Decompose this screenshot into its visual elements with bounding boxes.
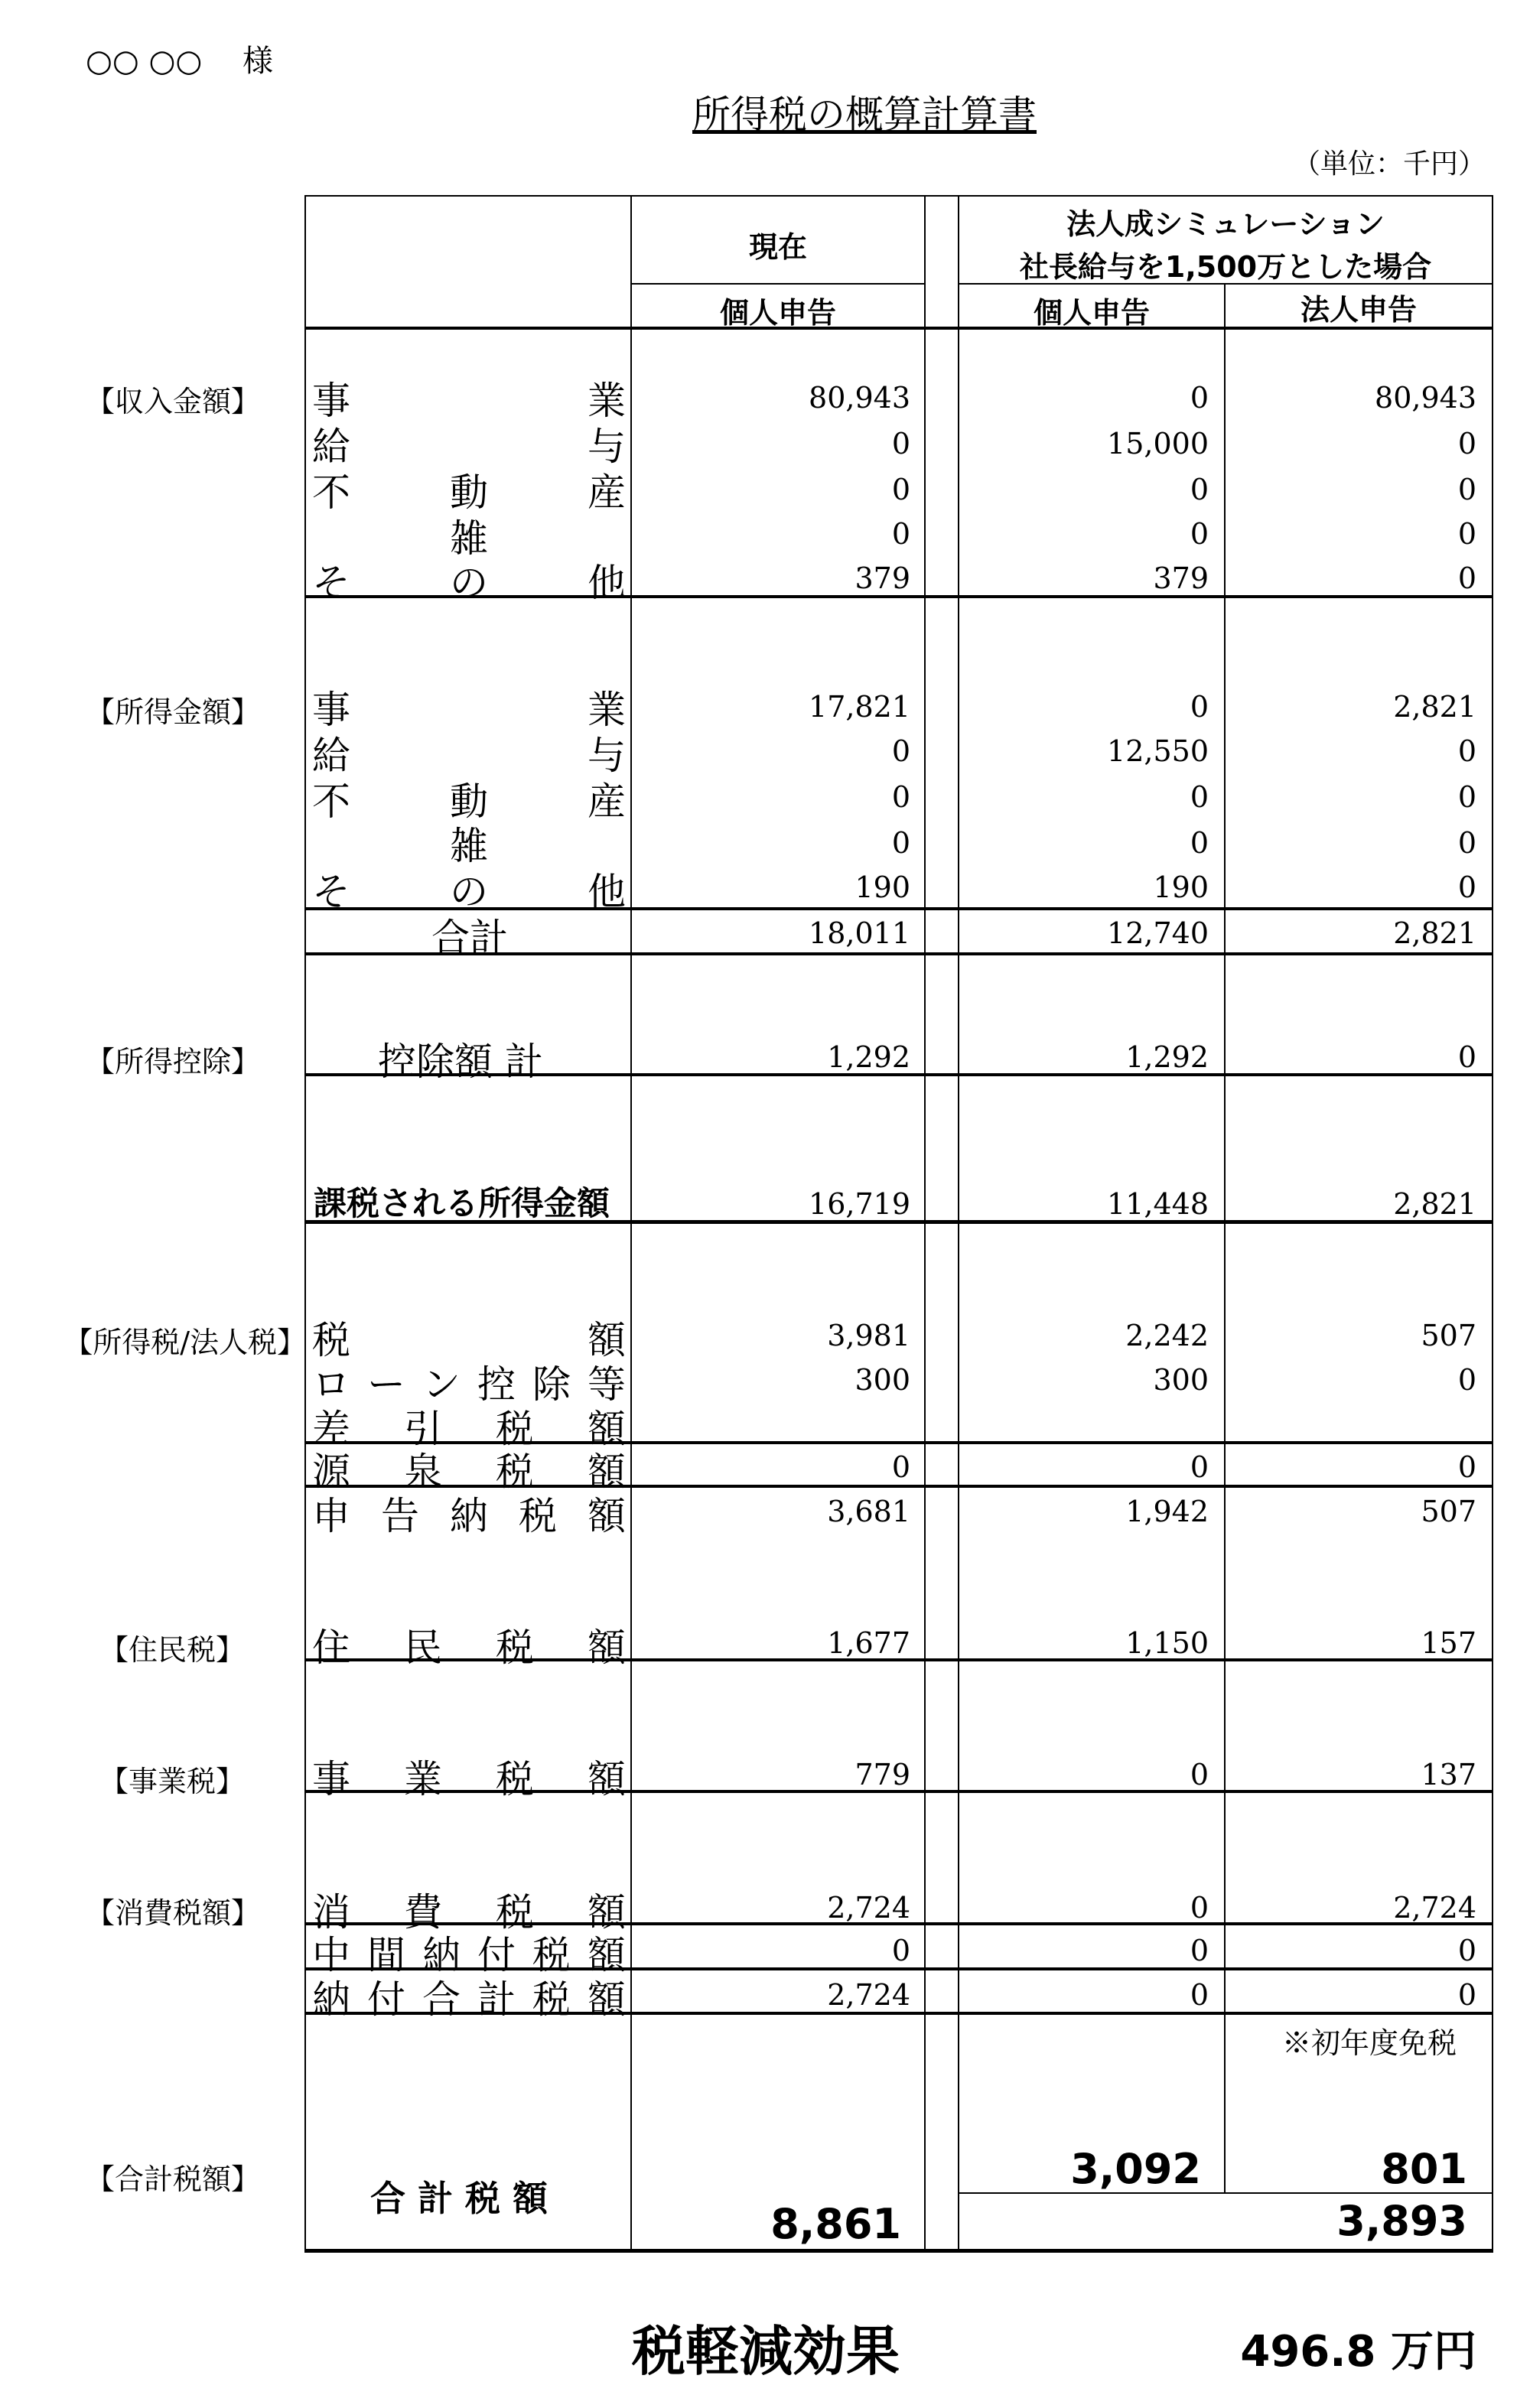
label-income-salary: 給 与: [312, 734, 626, 778]
label-net-tax: 差 引 税 額: [312, 1407, 626, 1451]
label-income-misc: 雑: [450, 824, 488, 868]
revenue-business-sim-personal: 0: [1190, 381, 1209, 415]
section-tax: 【所得税/法人税】: [63, 1326, 306, 1359]
header-sim-personal: 個人申告: [1033, 296, 1150, 330]
header-current: 現在: [748, 230, 807, 264]
consumption-interim-sim-personal: 0: [1190, 1934, 1209, 1967]
label-consumption-tax: 消 費 税 額: [312, 1890, 626, 1935]
label-revenue-misc: 雑: [450, 516, 488, 561]
revenue-realestate-sim-personal: 0: [1190, 473, 1209, 506]
consumption-payment-sim-personal: 0: [1190, 1978, 1209, 2012]
tax-reduction-label: 税軽減効果: [632, 2320, 900, 2383]
revenue-salary-sim-corporate: 0: [1457, 427, 1476, 460]
tax-loan-sim-corporate: 0: [1457, 1363, 1476, 1397]
resident-sim-corporate: 157: [1421, 1626, 1476, 1660]
deduction-current: 1,292: [827, 1040, 910, 1074]
tax-withholding-current: 0: [891, 1450, 910, 1484]
income-business-sim-personal: 0: [1190, 690, 1209, 724]
income-business-current: 17,821: [809, 690, 910, 724]
label-revenue-other: そ の 他: [312, 561, 626, 605]
consumption-interim-current: 0: [891, 1934, 910, 1967]
total-sim-corporate: 801: [1381, 2145, 1467, 2193]
taxable-sim-personal: 11,448: [1107, 1187, 1209, 1221]
income-realestate-sim-corporate: 0: [1457, 780, 1476, 814]
consumption-payment-current: 2,724: [827, 1978, 910, 2012]
label-grand-total: 合 計 税 額: [370, 2178, 549, 2219]
resident-current: 1,677: [827, 1626, 910, 1660]
tax-amount-current: 3,981: [827, 1319, 910, 1352]
total-sim-combined: 3,893: [1336, 2197, 1467, 2245]
section-deduction: 【所得控除】: [85, 1045, 260, 1079]
income-misc-current: 0: [891, 826, 910, 860]
revenue-realestate-current: 0: [891, 473, 910, 506]
tax-filing-sim-personal: 1,942: [1125, 1495, 1209, 1528]
tax-loan-sim-personal: 300: [1153, 1363, 1209, 1397]
deduction-sim-corporate: 0: [1457, 1040, 1476, 1074]
taxable-sim-corporate: 2,821: [1393, 1187, 1476, 1221]
unit-label: （単位：千円）: [1293, 148, 1486, 180]
header-sub-line-current: [630, 283, 926, 285]
revenue-business-sim-corporate: 80,943: [1375, 381, 1476, 415]
income-misc-sim-personal: 0: [1190, 826, 1209, 860]
section-revenue: 【収入金額】: [85, 385, 260, 418]
revenue-misc-sim-corporate: 0: [1457, 517, 1476, 551]
label-tax-amount: 税 額: [312, 1318, 626, 1362]
total-sim-personal: 3,092: [1070, 2145, 1201, 2193]
label-business-tax: 事 業 税 額: [312, 1757, 626, 1801]
income-total-current: 18,011: [809, 916, 910, 950]
label-income-realestate: 不 動 産: [312, 779, 626, 824]
table-bottom-border: [304, 2249, 1493, 2253]
label-loan-deduction: ロ ー ン 控 除 等: [312, 1362, 626, 1407]
label-resident-tax: 住 民 税 額: [312, 1625, 626, 1670]
section-resident: 【住民税】: [99, 1633, 245, 1667]
revenue-other-sim-personal: 379: [1153, 561, 1209, 595]
label-revenue-business: 事 業: [312, 379, 626, 423]
label-revenue-salary: 給 与: [312, 425, 626, 469]
income-realestate-current: 0: [891, 780, 910, 814]
page-title: 所得税の概算計算書: [692, 93, 1037, 137]
section-total: 【合計税額】: [85, 2162, 260, 2196]
business-tax-sim-corporate: 137: [1421, 1758, 1476, 1791]
label-payment-total: 納 付 合 計 税 額: [312, 1977, 626, 2022]
income-business-sim-corporate: 2,821: [1393, 690, 1476, 724]
tax-amount-sim-corporate: 507: [1421, 1319, 1476, 1352]
tax-amount-sim-personal: 2,242: [1125, 1319, 1209, 1352]
revenue-realestate-sim-corporate: 0: [1457, 473, 1476, 506]
revenue-misc-current: 0: [891, 517, 910, 551]
tax-withholding-sim-corporate: 0: [1457, 1450, 1476, 1484]
business-tax-current: 779: [855, 1758, 910, 1791]
label-filing-payment: 申 告 納 税 額: [312, 1494, 626, 1538]
income-total-sim-corporate: 2,821: [1393, 916, 1476, 950]
income-salary-current: 0: [891, 734, 910, 768]
tax-filing-sim-corporate: 507: [1421, 1495, 1476, 1528]
revenue-other-current: 379: [855, 561, 910, 595]
section-business: 【事業税】: [99, 1765, 245, 1798]
revenue-other-sim-corporate: 0: [1457, 561, 1476, 595]
revenue-salary-current: 0: [891, 427, 910, 460]
consumption-interim-sim-corporate: 0: [1457, 1934, 1476, 1967]
revenue-salary-sim-personal: 15,000: [1107, 427, 1209, 460]
sim-col-divider: [1224, 283, 1226, 2194]
income-realestate-sim-personal: 0: [1190, 780, 1209, 814]
income-salary-sim-personal: 12,550: [1107, 734, 1209, 768]
tax-reduction-value: 496.8 万円: [1240, 2327, 1476, 2377]
label-income-business: 事 業: [312, 688, 626, 732]
consumption-tax-current: 2,724: [827, 1891, 910, 1925]
label-taxable-income: 課税される所得金額: [314, 1185, 610, 1223]
recipient-name: ○○ ○○ 様: [86, 44, 274, 79]
tax-loan-current: 300: [855, 1363, 910, 1397]
income-total-sim-personal: 12,740: [1107, 916, 1209, 950]
section-income: 【所得金額】: [85, 695, 260, 729]
total-current: 8,861: [770, 2200, 901, 2248]
label-withholding: 源 泉 税 額: [312, 1450, 626, 1494]
income-other-current: 190: [855, 870, 910, 904]
income-other-sim-personal: 190: [1153, 870, 1209, 904]
deduction-sim-personal: 1,292: [1125, 1040, 1209, 1074]
header-current-personal: 個人申告: [719, 296, 836, 330]
label-interim-tax: 中 間 納 付 税 額: [312, 1933, 626, 1977]
label-income-other: そ の 他: [312, 870, 626, 914]
label-revenue-realestate: 不 動 産: [312, 470, 626, 515]
revenue-misc-sim-personal: 0: [1190, 517, 1209, 551]
label-income-total: 合計: [431, 916, 508, 960]
business-tax-sim-personal: 0: [1190, 1758, 1209, 1791]
header-sim-corporate: 法人申告: [1300, 293, 1417, 327]
header-sim-line2: 社長給与を1,500万とした場合: [1019, 250, 1432, 284]
tax-withholding-sim-personal: 0: [1190, 1450, 1209, 1484]
table-top-border: [304, 195, 1493, 197]
first-year-exempt-note: ※初年度免税: [1282, 2026, 1457, 2060]
label-deduction-total: 控除額 計: [378, 1040, 543, 1084]
tax-filing-current: 3,681: [827, 1495, 910, 1528]
consumption-tax-sim-corporate: 2,724: [1393, 1891, 1476, 1925]
consumption-payment-sim-corporate: 0: [1457, 1978, 1476, 2012]
income-salary-sim-corporate: 0: [1457, 734, 1476, 768]
consumption-tax-sim-personal: 0: [1190, 1891, 1209, 1925]
section-consumption: 【消費税額】: [85, 1896, 260, 1930]
income-other-sim-corporate: 0: [1457, 870, 1476, 904]
header-sim-line1: 法人成シミュレーション: [1066, 207, 1385, 241]
revenue-business-current: 80,943: [809, 381, 910, 415]
income-misc-sim-corporate: 0: [1457, 826, 1476, 860]
resident-sim-personal: 1,150: [1125, 1626, 1209, 1660]
taxable-current: 16,719: [809, 1187, 910, 1221]
